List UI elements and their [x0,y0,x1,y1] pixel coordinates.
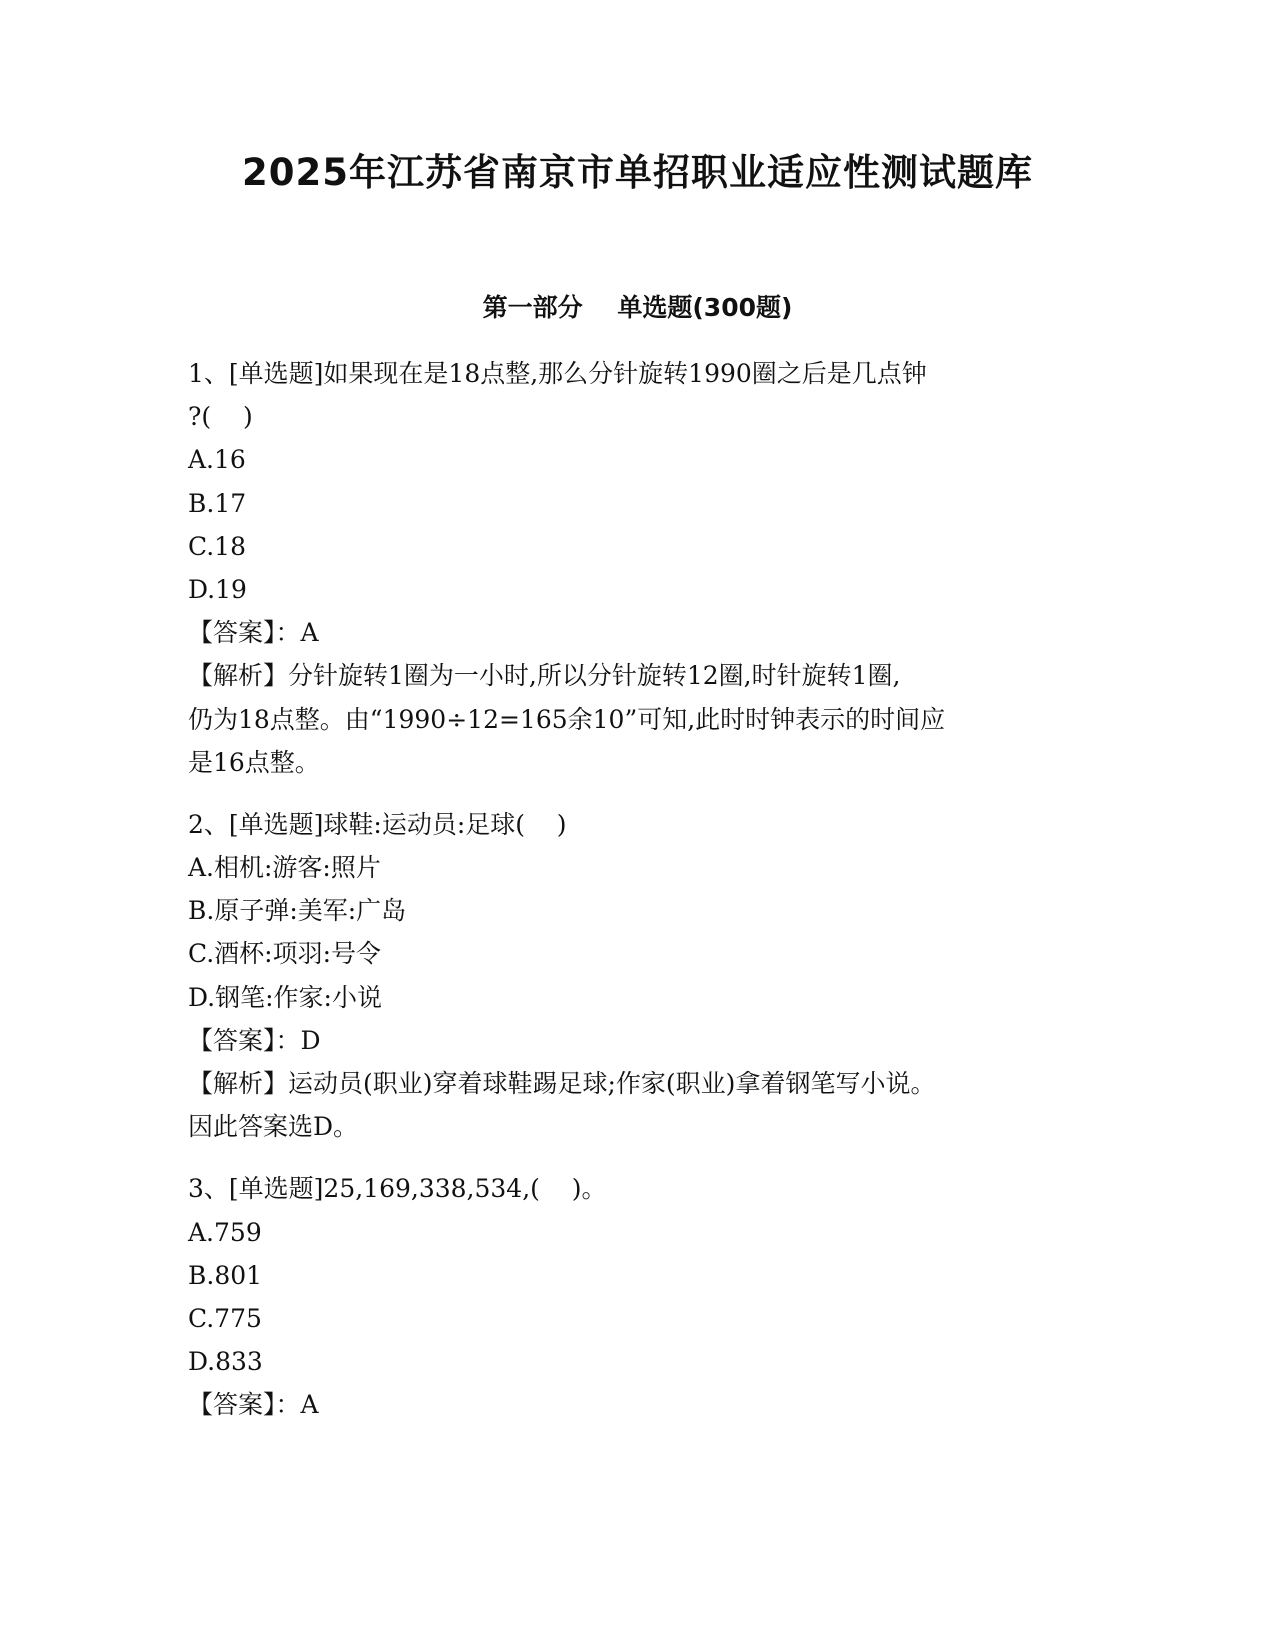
option-d: D.19 [188,574,247,604]
question-spacer [188,784,1088,803]
option-b: B.801 [188,1260,263,1290]
answer-line: 【答案】：D [188,1025,321,1055]
option-a: A.16 [188,445,246,475]
question-stem-line: 1、[单选题]如果现在是18点整,那么分针旋转1990圈之后是几点钟 [188,359,927,388]
option-c: C.酒杯:项羽:号令 [188,939,382,969]
section-title: 第一部分 单选题(300题) [482,293,793,322]
analysis-line: 仍为18点整。由“1990÷12=165余10”可知,此时时钟表示的时间应 [188,704,946,734]
analysis-line: 因此答案选D。 [188,1112,359,1142]
option-b: B.17 [188,488,247,518]
answer-line: 【答案】：A [188,1390,319,1420]
question-1 [188,352,1088,784]
question-3 [188,1167,1088,1426]
analysis-line: 是16点整。 [188,747,320,777]
question-spacer [188,1148,1088,1167]
question-2 [188,803,1088,1149]
option-d: D.钢笔:作家:小说 [188,982,382,1012]
option-a: A.759 [188,1217,262,1247]
analysis-line: 【解析】运动员(职业)穿着球鞋踢足球;作家(职业)拿着钢笔写小说。 [188,1069,936,1098]
question-stem-line: 3、[单选题]25,169,338,534,( )。 [188,1174,607,1204]
answer-line: 【答案】：A [188,618,319,648]
option-b: B.原子弹:美军:广岛 [188,896,407,926]
option-d: D.833 [188,1347,263,1377]
question-stem-line: 2、[单选题]球鞋:运动员:足球( ) [188,809,567,839]
option-c: C.18 [188,531,246,561]
question-stem-line: ?( ) [188,402,253,432]
option-a: A.相机:游客:照片 [188,853,381,883]
analysis-line: 【解析】分针旋转1圈为一小时,所以分针旋转12圈,时针旋转1圈, [188,661,901,691]
document-title: 2025年江苏省南京市单招职业适应性测试题库 [242,151,1033,194]
question-list [188,352,1088,1427]
option-c: C.775 [188,1303,262,1333]
